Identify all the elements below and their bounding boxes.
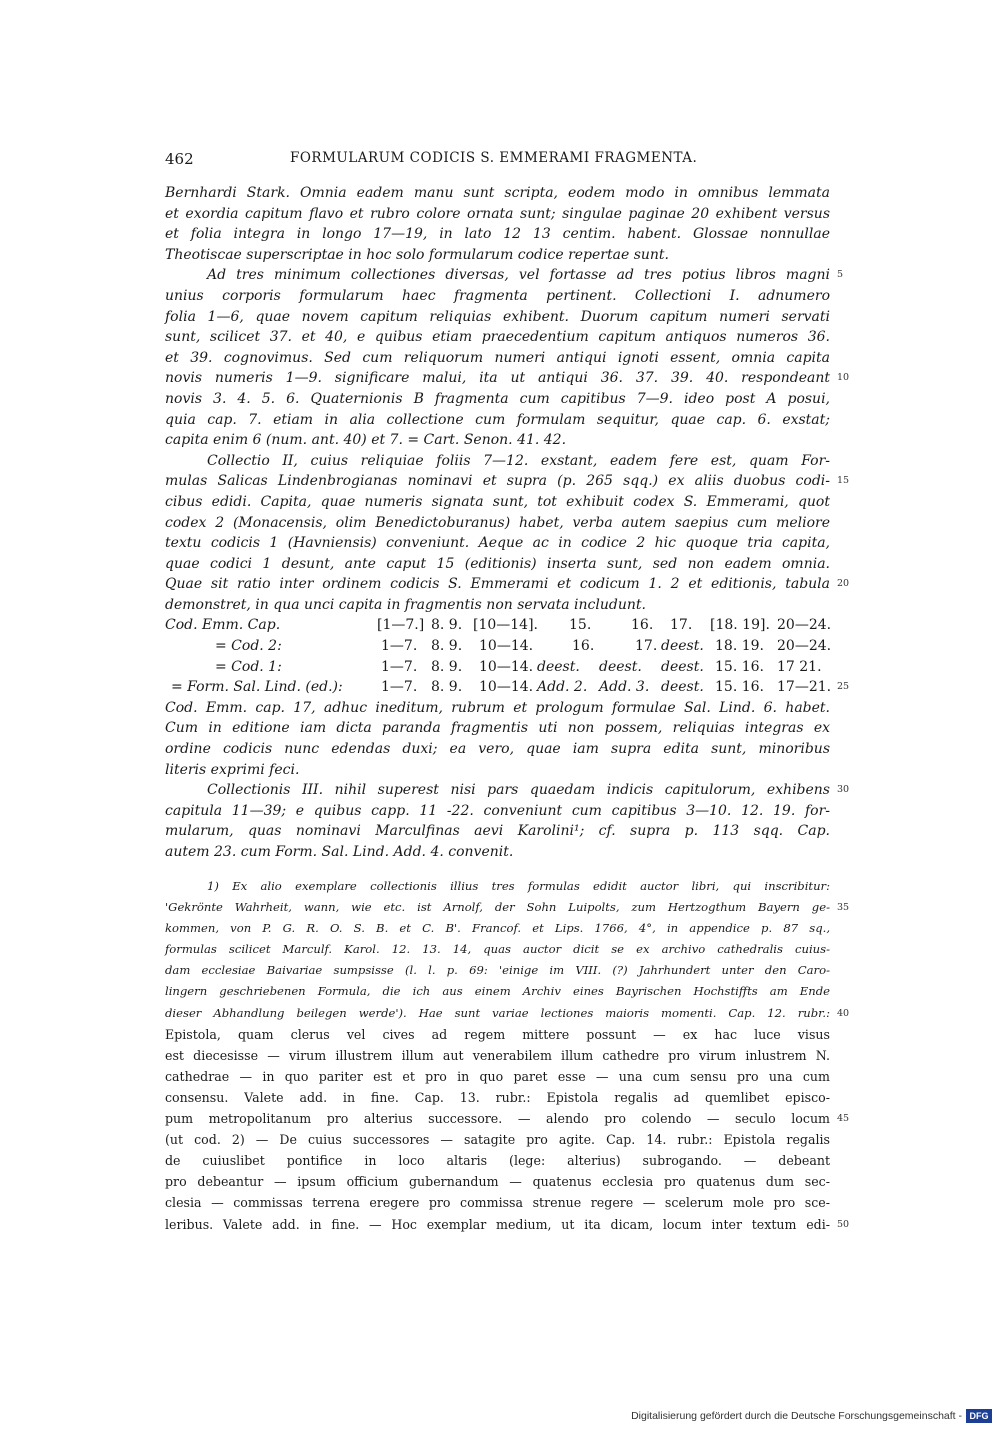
dfg-logo[interactable]: DFG [966,1409,992,1423]
text-line: cibus edidi. Capita, quae numeris signata sunt, tot exhibuit codex S. Emmerami, quot [165,493,830,510]
footnote-line: kommen, von P. G. R. O. S. B. et C. B'. Francof. et Lips. 1766, 4°, in appendice p. 87 sq., [165,921,830,936]
table-cell: 18. 19. [715,638,764,655]
table-cell: 17. [670,617,693,634]
table-row [165,677,850,698]
footnote-line: de cuiuslibet pontifice in loco altaris (lege: alterius) subrogando. — debeant [165,1153,830,1169]
text-line: Theotiscae superscriptae in hoc solo formularum codice repertae sunt. [165,246,669,263]
text-line: demonstret, in qua unci capita in fragmentis non servata includunt. [165,596,646,613]
text-line: Ad tres minimum collectiones diversas, vel fortasse ad tres potius libros magni 5 [165,265,830,286]
line-number: 5 [837,269,844,281]
table-row-label: = Cod. 1: [215,658,282,675]
footnote-line: 'Gekrönte Wahrheit, wann, wie etc. ist Arnolf, der Sohn Luipolts, zum Hertzogthum Bayern ge- 35 [165,897,830,918]
text-line: unius corporis formularum haec fragmenta pertinent. Collectioni I. adnumero [165,287,830,304]
table-cell: deest. [661,638,704,655]
table-cell: 17—21. [777,679,832,696]
table-cell: deest. [537,658,580,675]
text-line: capitula 11—39; e quibus capp. 11 -22. conveniunt cum capitibus 3—10. 12. 19. for- [165,802,830,819]
table-cell: 1—7. [381,658,418,675]
table-cell: 20—24. [777,638,832,655]
text-line: Quae sit ratio inter ordinem codicis S. Emmerami et codicum 1. 2 et editionis, tabula 20 [165,574,830,595]
footnote-line: (ut cod. 2) — De cuius successores — satagite pro agite. Cap. 14. rubr.: Epistola regalis [165,1132,830,1148]
text-line: ordine codicis nunc edendas duxi; ea vero, quae iam supra edita sunt, minoribus [165,741,830,758]
footnote-line: clesia — commissas terrena eregere pro commissa strenue regere — scelerum mole pro sce- [165,1195,830,1211]
text-line: literis exprimi feci. [165,761,300,778]
line-number: 20 [837,578,850,590]
table-cell: 10—14. [479,679,534,696]
text-line: folia 1—6, quae novem capitum reliquias exhibent. Duorum capitum numeri servati [165,308,830,325]
footnote-line: leribus. Valete add. in fine. — Hoc exemplar medium, ut ita dicam, locum inter textum edi- 50 [165,1214,830,1235]
footnote-line: cathedrae — in quo pariter est et pro in quo paret esse — una cum sensu pro una cum [165,1068,830,1084]
table-cell: 16. [572,638,595,655]
table-cell: Add. 3. [599,679,650,696]
table-cell: 8. 9. [431,638,463,655]
table-cell: deest. [599,658,642,675]
footnote-line: formulas scilicet Marculf. Karol. 12. 13. 14, quas auctor dicit se ex archivo cathedralis cuius- [165,942,830,957]
text-line: quia cap. 7. etiam in alia collectione cum formulam sequitur, quae cap. 6. exstat; [165,411,830,428]
footnote-line: est diecesisse — virum illustrem illum aut venerabilem illum cathedre pro virum inlustrem N. [165,1047,830,1063]
table-cell: 17 21. [777,658,822,675]
text-line: Bernhardi Stark. Omnia eadem manu sunt scripta, eodem modo in omnibus lemmata [165,185,830,201]
table-cell: 1—7. [381,679,418,696]
text-line: Cod. Emm. cap. 17, adhuc ineditum, rubrum et prologum formulae Sal. Lind. 6. habet. [165,699,830,716]
table-row-label: = Cod. 2: [215,638,282,655]
table-row [165,615,830,636]
table-cell: Add. 2. [537,679,588,696]
text-line: et folia integra in longo 17—19, in lato 12 13 centim. habent. Glossae nonnullae [165,226,830,243]
table-cell: 15. 16. [715,679,764,696]
table-cell: 16. [631,617,654,634]
main-text [165,183,850,863]
page-number: 462 [165,150,194,168]
table-cell: 20—24. [777,617,832,634]
text-line: autem 23. cum Form. Sal. Lind. Add. 4. convenit. [165,844,514,860]
footnote-line: dam ecclesiae Baivariae sumpsisse (l. l. p. 69: 'einige im VIII. (?) Jahrhundert unter den Caro- [165,963,830,978]
table-row [165,636,830,657]
footnote-line: lingern geschriebenen Formula, die ich aus einem Archiv eines Bayrischen Hochstiffts am Ende [165,984,830,999]
footnote-line: 1) Ex alio exemplare collectionis illius tres formulas edidit auctor libri, qui inscribitur: [207,879,830,893]
line-number: 15 [837,475,850,487]
table-cell: 8. 9. [431,617,463,634]
table-row [165,657,830,678]
table-row-label: Cod. Emm. Cap. [165,617,281,634]
text-line: textu codicis 1 (Havniensis) conveniunt. Aeque ac in codice 2 hic quoque tria capita, [165,535,830,552]
line-number: 50 [837,1218,850,1230]
text-line: quae codici 1 desunt, ante caput 15 (editionis) inserta sunt, sed non eadem omnia. [165,555,830,572]
table-row-label: = Form. Sal. Lind. (ed.): [171,679,343,696]
table-cell: [1—7.] [377,617,425,634]
table-cell: 10—14. [479,638,534,655]
table-cell: 8. 9. [431,679,463,696]
text-line: Collectio II, cuius reliquiae foliis 7—12. exstant, eadem fere est, quam For- [207,452,830,469]
text-line: et 39. cognovimus. Sed cum reliquorum numeri antiqui ignoti essent, omnia capita [165,349,830,366]
table-cell: deest. [661,658,704,675]
line-number: 40 [837,1007,850,1019]
footnote-line: pum metropolitanum pro alterius successore. — alendo pro colendo — seculo locum 45 [165,1108,830,1129]
footnotes [165,876,850,1235]
text-line: codex 2 (Monacensis, olim Benedictoburanus) habet, verba autem saepius cum meliore [165,514,830,531]
text-line: Cum in editione iam dicta paranda fragmentis uti non possem, reliquias integras ex [165,720,830,737]
line-number: 45 [837,1113,850,1125]
footnote-line: pro debeantur — ipsum officium gubernandum — quatenus ecclesia pro quatenus dum sec- [165,1174,830,1190]
line-number: 30 [837,784,850,796]
text-line: sunt, scilicet 37. et 40, e quibus etiam praecedentium capitum antiquos numeros 36. [165,329,830,346]
funding-notice: Digitalisierung gefördert durch die Deutsche Forschungsgemeinschaft - [631,1410,962,1422]
table-cell: 10—14. [479,658,534,675]
footnote-line: Epistola, quam clerus vel cives ad regem mittere possunt — ex hac luce visus [165,1026,830,1042]
text-line: novis numeris 1—9. significare malui, ita ut antiqui 36. 37. 39. 40. respondeant 10 [165,368,830,389]
table-cell: [10—14]. [473,617,539,634]
table-cell: [18. 19]. [710,617,770,634]
text-line: et exordia capitum flavo et rubro colore ornata sunt; singulae paginae 20 exhibent versus [165,205,830,222]
table-cell: deest. [661,679,704,696]
digitization-footer [631,1408,992,1424]
footnote-line: dieser Abhandlung beilegen werde'). Hae sunt variae lectiones maioris momenti. Cap. 12. rubr.: 40 [165,1003,830,1024]
table-cell: 1—7. [381,638,418,655]
running-title: FORMULARUM CODICIS S. EMMERAMI FRAGMENTA. [290,150,698,166]
line-number: 25 [837,681,850,693]
text-line: mulas Salicas Lindenbrogianas nominavi et supra (p. 265 sqq.) ex aliis duobus codi- 15 [165,471,830,492]
table-cell: 8. 9. [431,658,463,675]
page-header [165,150,830,172]
text-line: mularum, quas nominavi Marculfinas aevi Karolini¹; cf. supra p. 113 sqq. Cap. [165,823,830,840]
table-cell: 15. 16. [715,658,764,675]
line-number: 10 [837,372,850,384]
text-line: novis 3. 4. 5. 6. Quaternionis B fragmenta cum capitibus 7—9. ideo post A posui, [165,390,830,407]
table-cell: 15. [569,617,592,634]
table-cell: 17. [635,638,658,655]
footnote-line: consensu. Valete add. in fine. Cap. 13. rubr.: Epistola regalis ad quemlibet episco- [165,1089,830,1105]
line-number: 35 [837,902,850,914]
text-line: capita enim 6 (num. ant. 40) et 7. = Cart. Senon. 41. 42. [165,432,567,449]
text-line: Collectionis III. nihil superest nisi pars quaedam indicis capitulorum, exhibens 30 [165,780,830,801]
